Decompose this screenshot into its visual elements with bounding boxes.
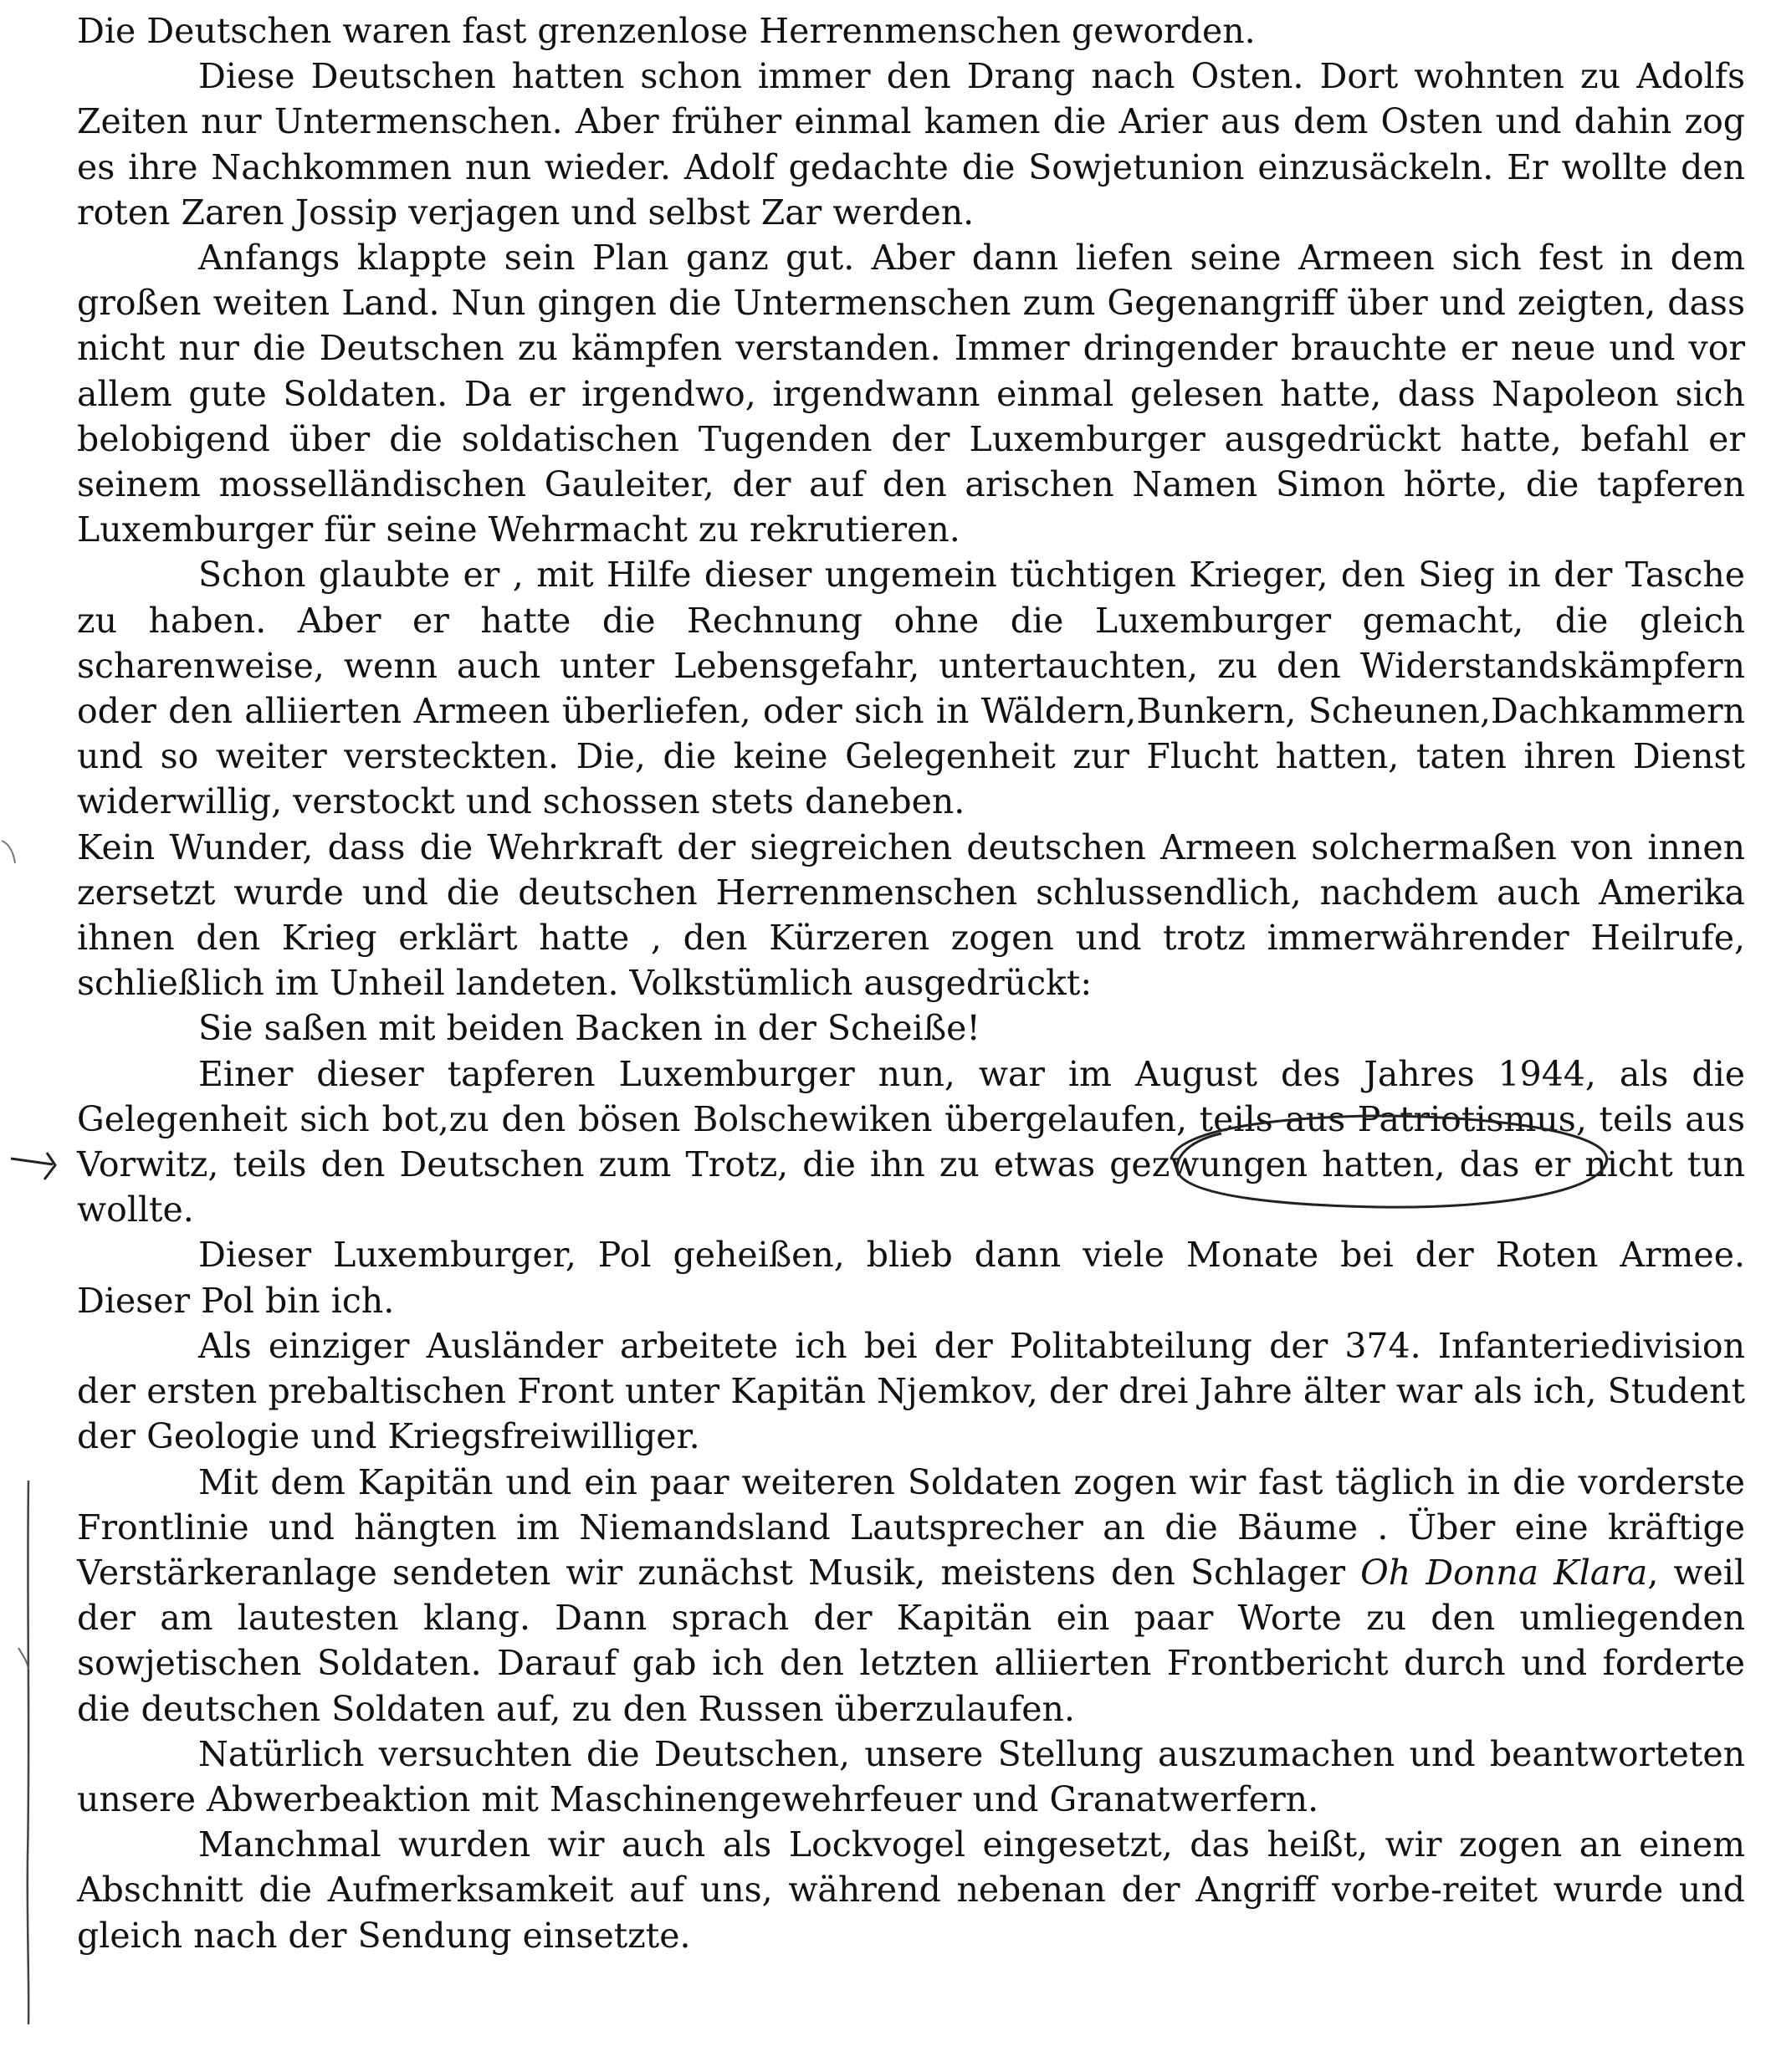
- paragraph-5: Kein Wunder, dass die Wehrkraft der siegreichen deutschen Armeen solchermaßen von innen zersetzt wurde und die deutschen Herrenmenschen schlussendlich, nachdem auch Amerika ihnen den Krieg erklärt hatte , den Kürzeren zogen und trotz immerwährender Heilrufe, schließlich im Unheil landeten. Volkstümlich ausgedrückt:: [77, 826, 1745, 1004]
- paragraph-3: Anfangs klappte sein Plan ganz gut. Aber dann liefen seine Armeen sich fest in dem großen weiten Land. Nun gingen die Untermenschen zum Gegenangriff über und zeigten, dass nicht nur die Deutschen zu kämpfen verstanden. Immer dringender brauchte er neue und vor allem gute Soldaten. Da er irgendwo, irgendwann einmal gelesen hatte, dass Napoleon sich belobigend über die soldatischen Tugenden der Luxemburger ausgedrückt hatte, befahl er seinem mosselländischen Gauleiter, der auf den arischen Namen Simon hörte, die tapferen Luxemburger für seine Wehrmacht zu rekrutieren.: [77, 238, 1745, 550]
- paragraph-12: Manchmal wurden wir auch als Lockvogel eingesetzt, das heißt, wir zogen an einem Abschnitt die Aufmerksamkeit auf uns, während nebenan der Angriff vorbe-reitet wurde und gleich nach der Sendung einsetzte.: [77, 1824, 1745, 1956]
- paragraph-4: Schon glaubte er , mit Hilfe dieser ungemein tüchtigen Krieger, den Sieg in der Tasche zu haben. Aber er hatte die Rechnung ohne die Luxemburger gemacht, die gleich scharenweise, wenn auch unter Lebensgefahr, untertauchten, zu den Widerstandskämpfern oder den alliierten Armeen überliefen, oder sich in Wäldern,Bunkern, Scheunen,Dachkammern und so weiter versteckten. Die, die keine Gelegenheit zur Flucht hatten, taten ihren Dienst widerwillig, verstockt und schossen stets daneben.: [77, 555, 1745, 822]
- paragraph-2: Diese Deutschen hatten schon immer den Drang nach Osten. Dort wohnten zu Adolfs Zeiten nur Untermenschen. Aber früher einmal kamen die Arier aus dem Osten und dahin zog es ihre Nachkommen nun wieder. Adolf gedachte die Sowjetunion einzusäckeln. Er wollte den roten Zaren Jossip verjagen und selbst Zar werden.: [77, 56, 1745, 233]
- paragraph-8: Dieser Luxemburger, Pol geheißen, blieb dann viele Monate bei der Roten Armee. Dieser Pol bin ich.: [77, 1235, 1745, 1321]
- paragraph-10: Mit dem Kapitän und ein paar weiteren Soldaten zogen wir fast täglich in die vorderste Frontlinie und hängten im Niemandsland Lautsprecher an die Bäume . Über eine kräftige Verstärkeranlage sendeten wir zunächst Musik, meistens den Schlager Oh Donna Klara, weil der am lautesten klang. Dann sprach der Kapitän ein paar Worte zu den umliegenden sowjetischen Soldaten. Darauf gab ich den letzten alliierten Frontbericht durch und forderte die deutschen Soldaten auf, zu den Russen überzulaufen.: [77, 1461, 1746, 1729]
- paragraph-7: Einer dieser tapferen Luxemburger nun, war im August des Jahres 1944, als die Gelegenheit sich bot,zu den bösen Bolschewiken übergelaufen, teils aus Patriotismus, teils aus Vorwitz, teils den Deutschen zum Trotz, die ihn zu etwas gezwungen hatten, das er nicht tun wollte.: [77, 1053, 1745, 1230]
- paragraph-1: Die Deutschen waren fast grenzenlose Herrenmenschen geworden.: [77, 11, 1256, 51]
- document-page: [77, 8, 1745, 2066]
- paragraph-6: Sie saßen mit beiden Backen in der Scheiße!: [198, 1008, 980, 1049]
- song-title: Oh Donna Klara: [1360, 1552, 1648, 1593]
- margin-arrow-icon: [7, 1146, 65, 1188]
- margin-vertical-line: [17, 1481, 42, 2024]
- margin-tick: [0, 836, 25, 870]
- paragraph-11: Natürlich versuchten die Deutschen, unsere Stellung auszumachen und beantworteten unsere Abwerbeaktion mit Maschinengewehrfeuer und Granatwerfern.: [77, 1733, 1745, 1819]
- paragraph-9: Als einziger Ausländer arbeitete ich bei der Politabteilung der 374. Infanteriedivision der ersten prebaltischen Front unter Kapitän Njemkov, der drei Jahre älter war als ich, Student der Geologie und Kriegsfreiwilliger.: [77, 1325, 1745, 1457]
